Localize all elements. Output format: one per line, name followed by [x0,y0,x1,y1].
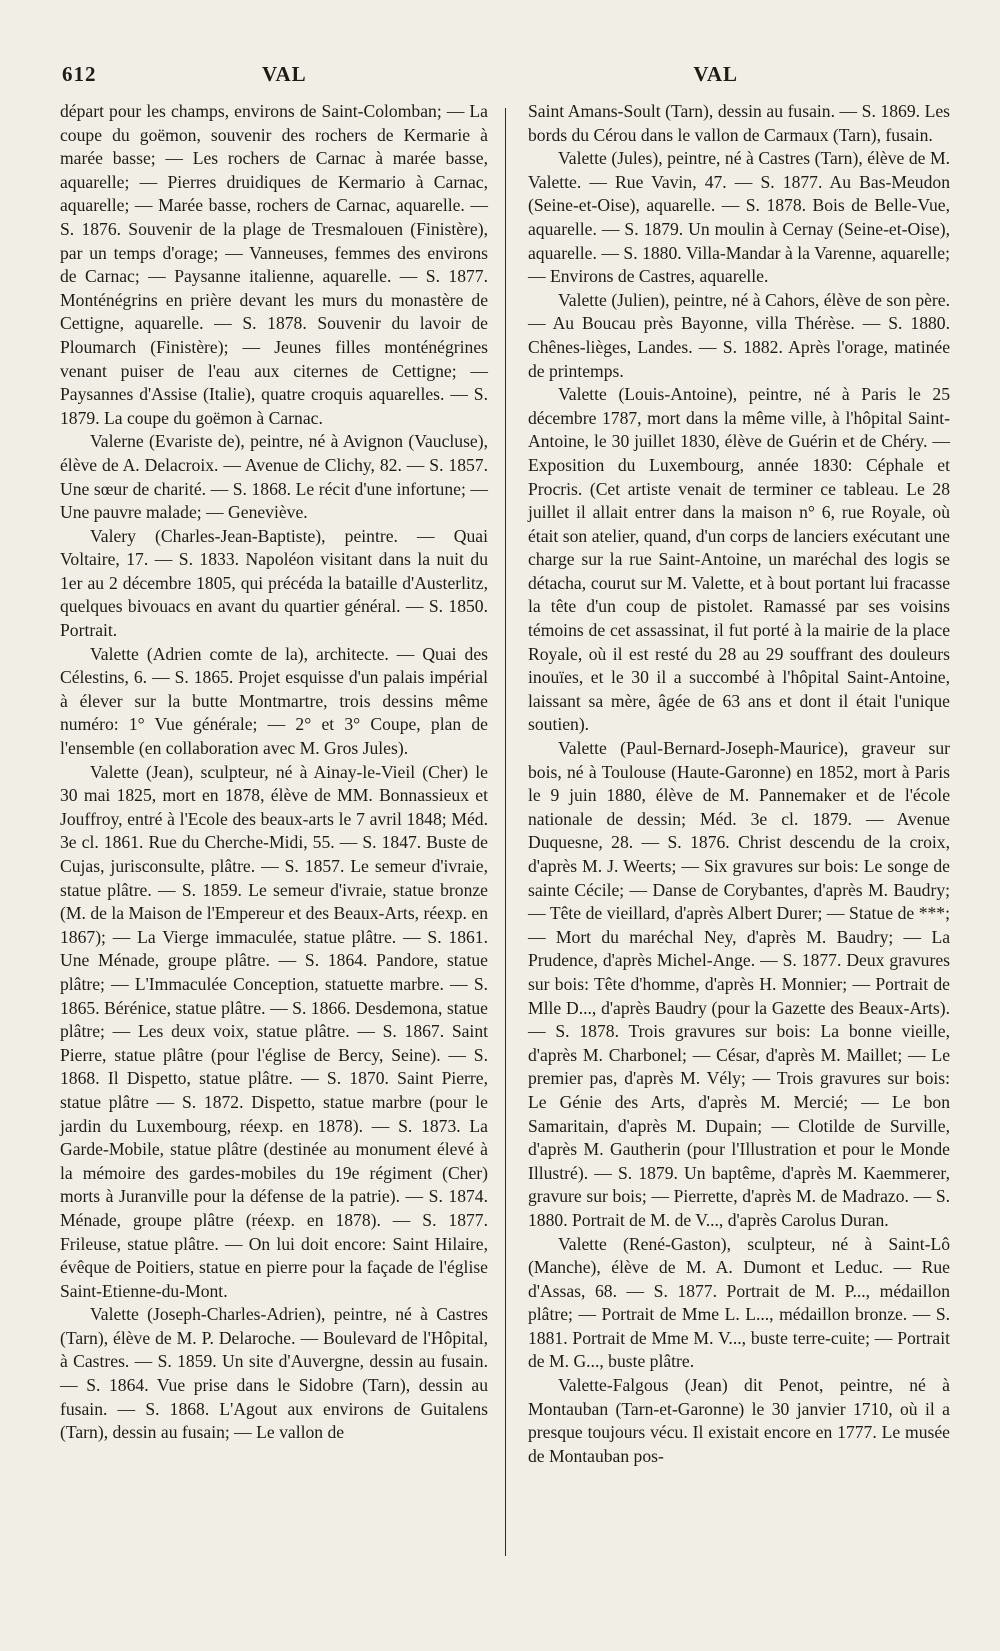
right-column [528,100,950,1468]
running-header [62,62,938,96]
right-running-title: VAL [693,62,738,86]
entry-valette-jean: Valette (Jean), sculpteur, né à Ainay-le-Vieil (Cher) le 30 mai 1825, mort en 1878, élève de MM. Bonnassieux et Jouffroy, entré à l'Ecole des beaux-arts le 7 avril 1848; Méd. 3e cl. 1861. Rue du Cherche-Midi, 55. — S. 1847. Buste de Cujas, jurisconsulte, plâtre. — S. 1857. Le semeur d'ivraie, statue plâtre. — S. 1859. Le semeur d'ivraie, statue bronze (M. de la Maison de l'Empereur et des Beaux-Arts, réexp. en 1867); — La Vierge immaculée, statue plâtre. — S. 1861. Une Ménade, groupe plâtre. — S. 1864. Pandore, statue plâtre; — L'Immaculée Conception, statuette marbre. — S. 1865. Bérénice, statue plâtre. — S. 1866. Desdemona, statue plâtre; — Les deux voix, statue plâtre. — S. 1867. Saint Pierre, statue plâtre (pour l'église de Bercy, Seine). — S. 1868. Il Dispetto, statue plâtre. — S. 1870. Saint Pierre, statue plâtre — S. 1872. Dispetto, statue marbre (pour le jardin du Luxembourg, réexp. en 1878). — S. 1873. La Garde-Mobile, statue plâtre (destinée au monument élevé à la mémoire des gardes-mobiles du 19e régiment (Cher) morts à Juranville pour la défense de la patrie). — S. 1874. Ménade, groupe plâtre (réexp. en 1878). — S. 1877. Frileuse, statue plâtre. — On lui doit encore: Saint Hilaire, évêque de Poitiers, statue en pierre pour la façade de l'église Saint-Etienne-du-Mont. [60,761,488,1301]
entry-valerne: Valerne (Evariste de), peintre, né à Avignon (Vaucluse), élève de A. Delacroix. — Avenue de Clichy, 82. — S. 1857. Une sœur de charité. — S. 1868. Le récit d'une infortune; — Une pauvre malade; — Geneviève. [60,431,488,523]
entry-valette-joseph: Valette (Joseph-Charles-Adrien), peintre, né à Castres (Tarn), élève de M. P. Delaroche. — Boulevard de l'Hôpital, à Castres. — S. 1859. Un site d'Auvergne, dessin au fusain. — S. 1864. Vue prise dans le Sidobre (Tarn), dessin au fusain. — S. 1868. L'Agout aux environs de Guitalens (Tarn), dessin au fusain; — Le vallon de [60,1304,488,1443]
entry-valery: Valery (Charles-Jean-Baptiste), peintre. — Quai Voltaire, 17. — S. 1833. Napoléon visitant dans la nuit du 1er au 2 décembre 1805, qui précéda la bataille d'Austerlitz, quelques bivouacs en avant du quartier général. — S. 1850. Portrait. [60,525,488,641]
entry-continuation: Saint Amans-Soult (Tarn), dessin au fusain. — S. 1869. Les bords du Cérou dans le vallon de Carmaux (Tarn), fusain. [528,101,950,145]
left-column [60,100,488,1445]
entry-valette-adrien: Valette (Adrien comte de la), architecte. — Quai des Célestins, 6. — S. 1865. Projet esquisse d'un palais impérial à élever sur la butte Montmartre, trois dessins même numéro: 1° Vue générale; — 2° et 3° Coupe, plan de l'ensemble (en collaboration avec M. Gros Jules). [60,643,488,759]
entry-valette-paul: Valette (Paul-Bernard-Joseph-Maurice), graveur sur bois, né à Toulouse (Haute-Garonne) en 1852, mort à Paris le 9 juin 1880, élève de M. Pannemaker et de l'école nationale de dessin; Méd. 3e cl. 1879. — Avenue Duquesne, 28. — S. 1876. Christ descendu de la croix, d'après M. J. Weerts; — Six gravures sur bois: Le songe de sainte Cécile; — Danse de Corybantes, d'après M. Baudry; — Tête de vieillard, d'après Albert Durer; — Statue de ***; — Mort du maréchal Ney, d'après M. Baudry; — La Prudence, d'après Michel-Ange. — S. 1877. Deux gravures sur bois: Tête d'homme, d'après H. Monnier; — Portrait de Mlle D..., d'après Baudry (pour la Gazette des Beaux-Arts). — S. 1878. Trois gravures sur bois: La bonne vieille, d'après M. Charbonel; — César, d'après M. Maillet; — Le premier pas, d'après M. Vély; — Trois gravures sur bois: Le Génie des Arts, d'après M. Mercié; — Le bon Samaritain, d'après M. Dupain; — Clotilde de Surville, d'après M. Gautherin (pour l'Illustration et pour le Monde Illustré). — S. 1879. Un baptême, d'après M. Kaemmerer, gravure sur bois; — Pierrette, d'après M. de Madrazo. — S. 1880. Portrait de M. de V..., d'après Carolus Duran. [528,738,950,1230]
entry-valette-falgous: Valette-Falgous (Jean) dit Penot, peintre, né à Montauban (Tarn-et-Garonne) le 30 janvier 1710, où il a presque toujours vécu. Il existait encore en 1777. Le musée de Montauban pos- [528,1375,950,1466]
entry-valette-jules: Valette (Jules), peintre, né à Castres (Tarn), élève de M. Valette. — Rue Vavin, 47. — S. 1877. Au Bas-Meudon (Seine-et-Oise), aquarelle. — S. 1878. Bois de Belle-Vue, aquarelle. — S. 1879. Un moulin à Cernay (Seine-et-Oise), aquarelle. — S. 1880. Villa-Mandar à la Varenne, aquarelle; — Environs de Castres, aquarelle. [528,148,950,287]
entry-valette-julien: Valette (Julien), peintre, né à Cahors, élève de son père. — Au Boucau près Bayonne, villa Thérèse. — S. 1880. Chênes-lièges, Landes. — S. 1882. Après l'orage, matinée de printemps. [528,289,950,381]
column-divider [505,108,506,1556]
entry-valette-louis-antoine: Valette (Louis-Antoine), peintre, né à Paris le 25 décembre 1787, mort dans la même ville, à l'hôpital Saint-Antoine, le 30 juillet 1830, élève de Guérin et de Chéry. — Exposition du Luxembourg, année 1830: Céphale et Procris. (Cet artiste venait de terminer ce tableau. Le 28 juillet il allait entrer dans la maison n° 6, rue Royale, où était son atelier, quand, d'un corps de lanciers exécutant une charge sur la rue Saint-Antoine, un maréchal des logis se détacha, courut sur M. Valette, et à bout portant lui fracasse la tête d'un coup de pistolet. Ramassé par ses voisins témoins de cet assassinat, il fut porté à la mairie de la place Royale, où il est resté du 28 au 29 souffrant des douleurs inouïes, et le 30 il a succombé à l'hôpital Saint-Antoine, laissant sa mère, âgée de 63 ans et dont il était l'unique soutien). [528,384,950,735]
entry-paragraph: départ pour les champs, environs de Saint-Colomban; — La coupe du goëmon, souvenir des rochers de Kermarie à marée basse; — Les rochers de Carnac à marée basse, aquarelle; — Pierres druidiques de Kermario à Carnac, aquarelle; — Marée basse, rochers de Carnac, aquarelle. — S. 1876. Souvenir de la plage de Tresmalouen (Finistère), par un temps d'orage; — Vanneuses, femmes des environs de Carnac; — Paysanne italienne, aquarelle. — S. 1877. Monténégrins en prière devant les murs du monastère de Cettigne, aquarelle. — S. 1878. Souvenir du lavoir de Ploumarch (Finistère); — Jeunes filles monténégrines venant puiser de l'eau aux citernes de Cettigne; — Paysannes d'Assise (Italie), quatre croquis aquarelles. — S. 1879. La coupe du goëmon à Carnac. [60,101,488,428]
left-running-title: VAL [262,62,307,86]
page-number: 612 [62,62,97,86]
entry-valette-rene: Valette (René-Gaston), sculpteur, né à Saint-Lô (Manche), élève de M. A. Dumont et Leduc. — Rue d'Assas, 68. — S. 1877. Portrait de M. P..., médaillon plâtre; — Portrait de Mme L. L..., médaillon bronze. — S. 1881. Portrait de Mme M. V..., buste terre-cuite; — Portrait de M. G..., buste plâtre. [528,1233,950,1372]
